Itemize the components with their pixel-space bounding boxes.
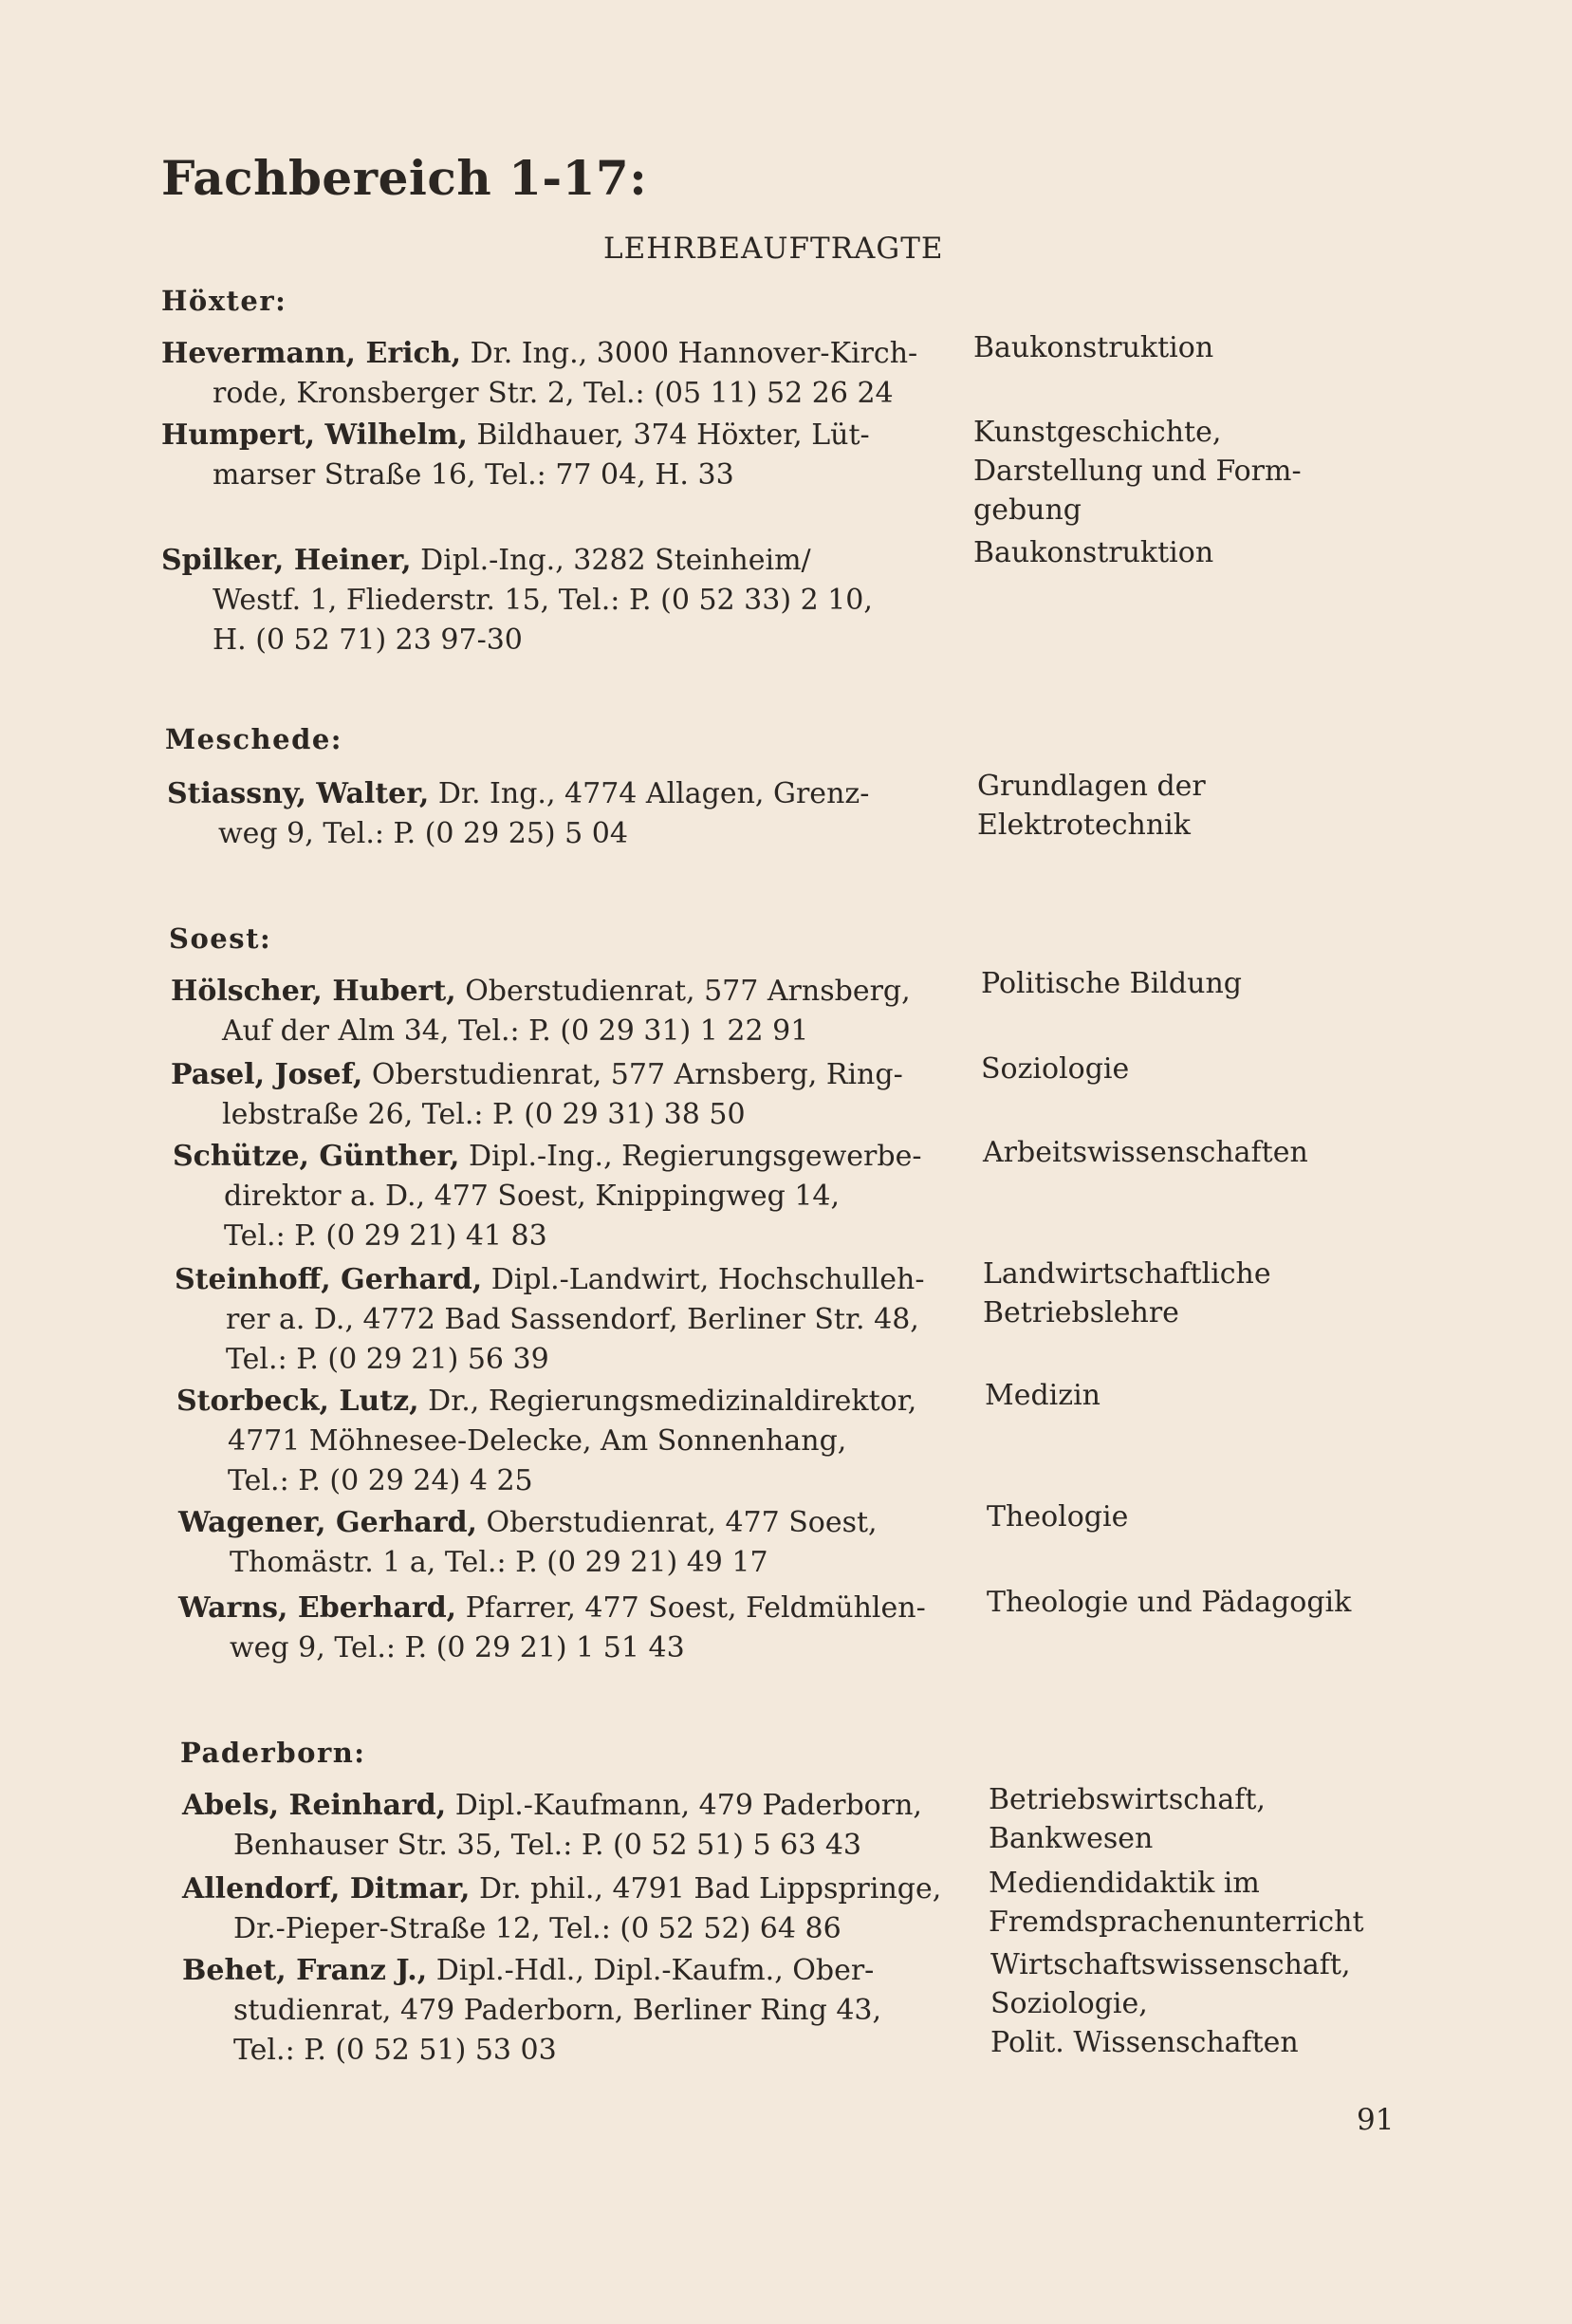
- entry-line: Dr. Ing., 4774 Allagen, Grenz-: [437, 777, 870, 810]
- entry-subject: [973, 533, 1372, 572]
- subject-line: Soziologie,: [990, 1987, 1148, 2020]
- entry-line: Oberstudienrat, 577 Arnsberg,: [465, 975, 911, 1008]
- entry-line: Dipl.-Ing., 3282 Steinheim/: [420, 544, 811, 577]
- entry-text: [167, 774, 945, 854]
- entry-name: Spilker, Heiner,: [161, 544, 412, 577]
- subject-line: Darstellung und Form-: [973, 455, 1302, 488]
- section-heading-meschede: Meschede:: [165, 723, 343, 755]
- entry-subject: [983, 1255, 1381, 1332]
- entry-name: Hölscher, Hubert,: [171, 975, 456, 1008]
- page-number: 91: [1357, 2103, 1395, 2137]
- entry-name: Steinhoff, Gerhard,: [175, 1263, 483, 1296]
- subject-line: Politische Bildung: [981, 967, 1242, 1000]
- entry-text: [173, 1137, 951, 1256]
- subject-line: Theologie: [987, 1500, 1129, 1534]
- entry-line: Auf der Alm 34, Tel.: P. (0 29 31) 1 22 91: [222, 1014, 809, 1048]
- section-heading-paderborn: Paderborn:: [180, 1737, 366, 1769]
- entry-name: Abels, Reinhard,: [182, 1789, 447, 1822]
- entry-subject: [981, 964, 1379, 1003]
- subject-line: Kunstgeschichte,: [973, 416, 1222, 449]
- subject-line: Polit. Wissenschaften: [990, 2026, 1299, 2059]
- subject-line: Medizin: [985, 1379, 1100, 1412]
- entry-name: Schütze, Günther,: [173, 1140, 460, 1173]
- entry-line: Pfarrer, 477 Soest, Feldmühlen-: [465, 1591, 926, 1625]
- entry-name: Warns, Eberhard,: [178, 1591, 457, 1625]
- subject-line: Grundlagen der: [977, 770, 1206, 803]
- entry-text: [161, 416, 939, 495]
- entry-text: [182, 1869, 960, 1949]
- entry-line: Tel.: P. (0 29 21) 56 39: [226, 1343, 549, 1376]
- entry-name: Hevermann, Erich,: [161, 337, 462, 370]
- page-title: Fachbereich 1-17:: [161, 150, 648, 206]
- entry-line: 4771 Möhnesee-Delecke, Am Sonnenhang,: [228, 1424, 847, 1458]
- entry-text: [176, 1382, 954, 1501]
- entry-subject: [989, 1864, 1387, 1942]
- entry-line: rode, Kronsberger Str. 2, Tel.: (05 11) 52 26 24: [213, 377, 894, 410]
- entry-text: [178, 1589, 956, 1668]
- entry-name: Wagener, Gerhard,: [178, 1506, 477, 1539]
- entry-text: [178, 1503, 956, 1583]
- subject-line: Elektrotechnik: [977, 809, 1191, 842]
- entry-line: lebstraße 26, Tel.: P. (0 29 31) 38 50: [222, 1098, 746, 1131]
- subject-line: Betriebslehre: [983, 1296, 1179, 1329]
- entry-subject: [989, 1780, 1387, 1858]
- subject-line: Baukonstruktion: [973, 331, 1214, 364]
- entry-text: [182, 1951, 960, 2071]
- subject-line: Arbeitswissenschaften: [983, 1136, 1308, 1169]
- entry-line: Tel.: P. (0 29 24) 4 25: [228, 1464, 533, 1497]
- entry-line: weg 9, Tel.: P. (0 29 25) 5 04: [218, 817, 628, 850]
- entry-subject: [977, 767, 1376, 845]
- entry-name: Humpert, Wilhelm,: [161, 418, 468, 452]
- entry-line: Oberstudienrat, 477 Soest,: [486, 1506, 878, 1539]
- entry-line: Dipl.-Hdl., Dipl.-Kaufm., Ober-: [435, 1954, 875, 1987]
- entry-line: rer a. D., 4772 Bad Sassendorf, Berliner Str. 48,: [226, 1303, 919, 1336]
- subject-line: Mediendidaktik im: [989, 1867, 1260, 1900]
- entry-line: Dipl.-Ing., Regierungsgewerbe-: [469, 1140, 922, 1173]
- entry-text: [171, 1055, 949, 1135]
- subject-line: Landwirtschaftliche: [983, 1257, 1271, 1291]
- entry-line: studienrat, 479 Paderborn, Berliner Ring 43,: [233, 1994, 882, 2027]
- entry-line: Bildhauer, 374 Höxter, Lüt-: [476, 418, 870, 452]
- entry-subject: [981, 1050, 1379, 1088]
- entry-line: H. (0 52 71) 23 97-30: [213, 623, 523, 657]
- entry-line: Westf. 1, Fliederstr. 15, Tel.: P. (0 52 33) 2 10,: [213, 584, 873, 617]
- subject-line: Betriebswirtschaft,: [989, 1783, 1266, 1816]
- entry-line: Tel.: P. (0 29 21) 41 83: [224, 1219, 547, 1253]
- page-subtitle: LEHRBEAUFTRAGTE: [603, 232, 944, 266]
- entry-subject: [987, 1583, 1385, 1622]
- entry-subject: [987, 1497, 1385, 1536]
- section-heading-soest: Soest:: [169, 922, 272, 955]
- entry-subject: [973, 328, 1372, 367]
- entry-line: Oberstudienrat, 577 Arnsberg, Ring-: [371, 1058, 903, 1091]
- entry-text: [182, 1786, 960, 1866]
- entry-line: Dr. phil., 4791 Bad Lippspringe,: [478, 1872, 942, 1906]
- entry-text: [161, 334, 939, 414]
- entry-line: Dr. Ing., 3000 Hannover-Kirch-: [470, 337, 918, 370]
- entry-line: Benhauser Str. 35, Tel.: P. (0 52 51) 5 63 43: [233, 1829, 861, 1862]
- subject-line: Wirtschaftswissenschaft,: [990, 1948, 1351, 1981]
- entry-subject: [990, 1945, 1389, 2062]
- entry-text: [175, 1260, 952, 1380]
- entry-name: Storbeck, Lutz,: [176, 1385, 419, 1418]
- entry-line: direktor a. D., 477 Soest, Knippingweg 14,: [224, 1180, 841, 1213]
- subject-line: Baukonstruktion: [973, 536, 1214, 569]
- entry-line: Dipl.-Landwirt, Hochschulleh-: [490, 1263, 925, 1296]
- entry-line: Thomästr. 1 a, Tel.: P. (0 29 21) 49 17: [230, 1546, 768, 1579]
- subject-line: Fremdsprachenunterricht: [989, 1906, 1364, 1939]
- entry-subject: [985, 1376, 1383, 1415]
- entry-name: Behet, Franz J.,: [182, 1954, 428, 1987]
- entry-line: Tel.: P. (0 52 51) 53 03: [233, 2034, 557, 2067]
- entry-line: marser Straße 16, Tel.: 77 04, H. 33: [213, 458, 734, 492]
- section-heading-hoexter: Höxter:: [161, 285, 287, 317]
- entry-name: Pasel, Josef,: [171, 1058, 363, 1091]
- entry-line: weg 9, Tel.: P. (0 29 21) 1 51 43: [230, 1631, 685, 1664]
- subject-line: Soziologie: [981, 1052, 1130, 1086]
- entry-subject: [983, 1133, 1381, 1172]
- entry-line: Dipl.-Kaufmann, 479 Paderborn,: [454, 1789, 922, 1822]
- entry-subject: [973, 413, 1372, 530]
- entry-text: [171, 972, 949, 1051]
- entry-name: Stiassny, Walter,: [167, 777, 430, 810]
- subject-line: Bankwesen: [989, 1822, 1154, 1855]
- entry-line: Dr., Regierungsmedizinaldirektor,: [428, 1385, 917, 1418]
- subject-line: gebung: [973, 493, 1082, 527]
- entry-name: Allendorf, Ditmar,: [182, 1872, 471, 1906]
- subject-line: Theologie und Pädagogik: [987, 1586, 1352, 1619]
- entry-text: [161, 541, 939, 660]
- entry-line: Dr.-Pieper-Straße 12, Tel.: (0 52 52) 64 86: [233, 1912, 841, 1945]
